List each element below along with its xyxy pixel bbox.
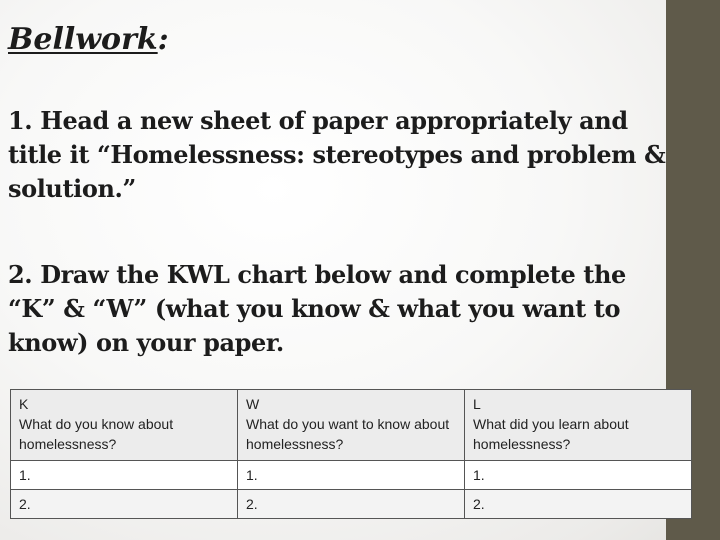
instruction-1: 1. Head a new sheet of paper appropriately and title it “Homelessness: stereotypes and problem & solution.”: [8, 106, 666, 203]
kwl-header-letter: L: [473, 396, 481, 412]
kwl-header-k: [11, 390, 238, 461]
kwl-cell: 2.: [11, 490, 238, 519]
kwl-cell: 1.: [11, 461, 238, 490]
title-word: Bellwork: [8, 22, 158, 57]
kwl-header-question: What do you know about homelessness?: [19, 416, 174, 452]
kwl-header-row: [11, 390, 692, 461]
title-colon: :: [157, 22, 169, 57]
kwl-header-w: [238, 390, 465, 461]
kwl-header-l: [465, 390, 692, 461]
instruction-2: 2. Draw the KWL chart below and complete the “K” & “W” (what you know & what you want to know) on your paper.: [8, 260, 626, 357]
table-row: [11, 490, 692, 519]
kwl-header-question: What do you want to know about homelessness?: [246, 416, 450, 452]
kwl-cell: 1.: [465, 461, 692, 490]
slide-title: [8, 22, 169, 57]
kwl-cell: 2.: [238, 490, 465, 519]
kwl-cell: 2.: [465, 490, 692, 519]
kwl-chart: [10, 389, 692, 519]
kwl-header-question: What did you learn about homelessness?: [473, 416, 629, 452]
kwl-header-letter: W: [246, 396, 260, 412]
table-row: [11, 461, 692, 490]
kwl-cell: 1.: [238, 461, 465, 490]
kwl-header-letter: K: [19, 396, 29, 412]
